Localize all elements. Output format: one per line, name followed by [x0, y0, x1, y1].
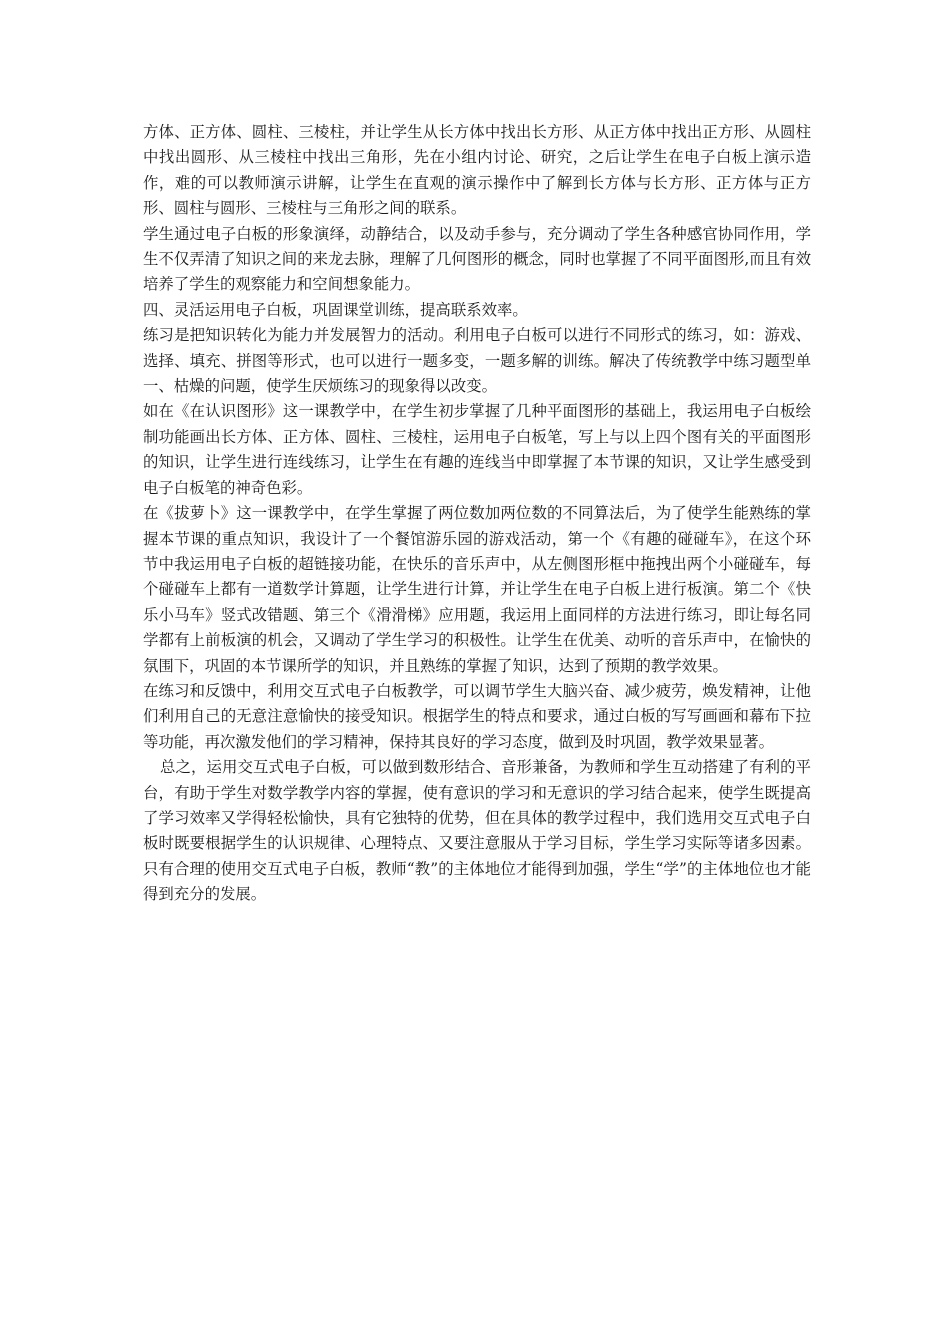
document-body — [143, 120, 811, 908]
paragraph-conclusion: 总之，运用交互式电子白板，可以做到数形结合、音形兼备，为教师和学生互动搭建了有利的平台，有助于学生对数学教学内容的掌握，使有意识的学习和无意识的学习结合起来，使学生既提高了学习效率又学得轻松愉快，具有它独特的优势，但在具体的教学过程中，我们选用交互式电子白板时既要根据学生的认识规律、心理特点、又要注意服从于学习目标，学生学习实际等诸多因素。只有合理的使用交互式电子白板，教师“教”的主体地位才能得到加强，学生“学”的主体地位也才能得到充分的发展。 — [143, 758, 811, 904]
paragraph-whiteboard-demo: 学生通过电子白板的形象演绎，动静结合，以及动手参与，充分调动了学生各种感官协同作用，学生不仅弄清了知识之间的来龙去脉，理解了几何图形的概念，同时也掌握了不同平面图形,而且有效培养了学生的观察能力和空间想象能力。 — [143, 224, 811, 294]
paragraph-shapes-lesson: 如在《在认识图形》这一课教学中，在学生初步掌握了几种平面图形的基础上，我运用电子白板绘制功能画出长方体、正方体、圆柱、三棱柱，运用电子白板笔，写上与以上四个图有关的平面图形的知识，让学生进行连线练习，让学生在有趣的连线当中即掌握了本节课的知识，又让学生感受到电子白板笔的神奇色彩。 — [143, 402, 811, 497]
paragraph-feedback: 在练习和反馈中，利用交互式电子白板教学，可以调节学生大脑兴奋、减少疲劳，焕发精神，让他们利用自己的无意注意愉快的接受知识。根据学生的特点和要求，通过白板的写写画画和幕布下拉等功能，再次激发他们的学习精神，保持其良好的学习态度，做到及时巩固，教学效果显著。 — [143, 681, 811, 751]
section-heading-4: 四、灵活运用电子白板，巩固课堂训练，提高联系效率。 — [143, 300, 528, 319]
paragraph-radish-lesson: 在《拔萝卜》这一课教学中，在学生掌握了两位数加两位数的不同算法后，为了使学生能熟练的掌握本节课的重点知识，我设计了一个餐馆游乐园的游戏活动，第一个《有趣的碰碰车》，在这个环节中我运用电子白板的超链接功能，在快乐的音乐声中，从左侧图形框中拖拽出两个小碰碰车，每个碰碰车上都有一道数学计算题，让学生进行计算，并让学生在电子白板上进行板演。第二个《快乐小马车》竖式改错题、第三个《滑滑梯》应用题，我运用上面同样的方法进行练习，即让每名同学都有上前板演的机会，又调动了学生学习的积极性。让学生在优美、动听的音乐声中，在愉快的氛围下，巩固的本节课所学的知识，并且熟练的掌握了知识，达到了预期的教学效果。 — [143, 504, 811, 675]
paragraph-practice: 练习是把知识转化为能力并发展智力的活动。利用电子白板可以进行不同形式的练习，如：游戏、选择、填充、拼图等形式，也可以进行一题多变，一题多解的训练。解决了传统教学中练习题型单一、枯燥的问题，使学生厌烦练习的现象得以改变。 — [143, 326, 811, 396]
paragraph-continuation: 方体、正方体、圆柱、三棱柱，并让学生从长方体中找出长方形、从正方体中找出正方形、从圆柱中找出圆形、从三棱柱中找出三角形，先在小组内讨论、研究，之后让学生在电子白板上演示造作，难的可以教师演示讲解，让学生在直观的演示操作中了解到长方体与长方形、正方体与正方形、圆柱与圆形、三棱柱与三角形之间的联系。 — [143, 123, 811, 218]
